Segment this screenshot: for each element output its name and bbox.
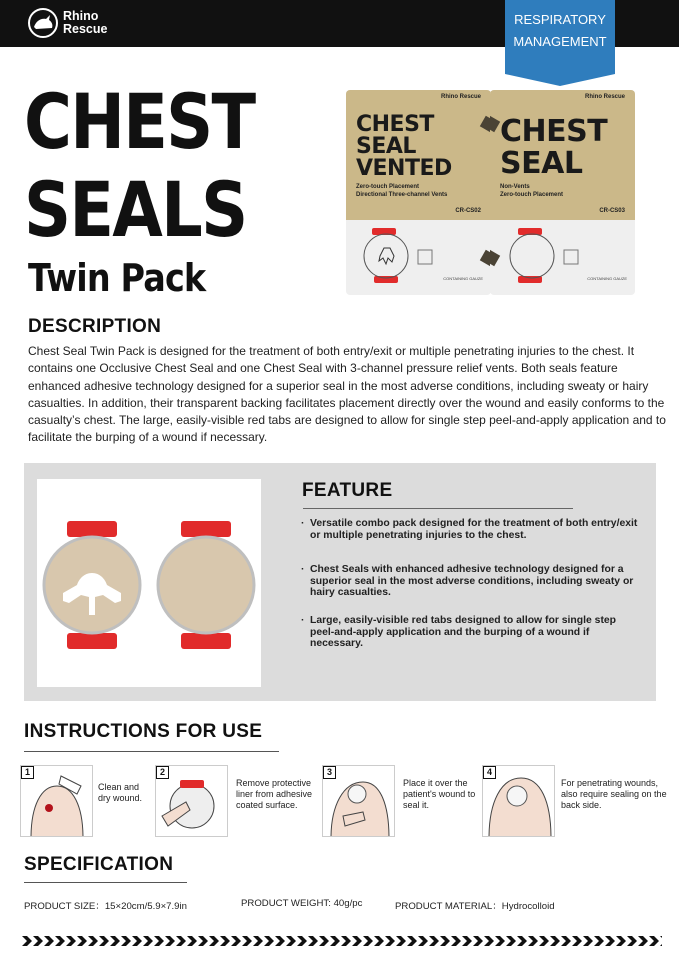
pack-brand: Rhino Rescue [440, 94, 481, 100]
description-text: Chest Seal Twin Pack is designed for the treatment of both entry/exit or multiple penetrating injuries to the chest. It contains one Occlusive Chest Seal and one Chest Seal with 3-channel pressure relief vents. Both seals feature enhanced adhesive technology designed for a superior seal in the most adverse conditions, including sweaty or hairy casualties. In addition, their transparent backing facilitates placement directly over the wound and easily conforms to the casualty’s chest. The large, easily-visible red tabs are designed to allow for single step peel-and-apply application and to facilitate the burping of a wound if necessary. [28, 344, 666, 445]
pack-title [356, 114, 452, 180]
chevron-right-icon [286, 936, 296, 946]
chevron-right-icon [649, 936, 659, 946]
feature-item-text: Versatile combo pack designed for the treatment of both entry/exit or multiple penetrating injuries to the chest. [310, 518, 638, 541]
category-badge-line1: RESPIRATORY [514, 12, 606, 27]
chevron-right-icon [550, 936, 560, 946]
chevron-right-icon [440, 936, 450, 946]
chevron-right-icon [363, 936, 373, 946]
pack-code: CR-CS03 [599, 208, 625, 214]
chevron-right-icon [462, 936, 472, 946]
chevron-divider [22, 934, 662, 948]
chevron-right-icon [451, 936, 461, 946]
chevron-right-icon [484, 936, 494, 946]
step-3-illustration [322, 765, 395, 837]
bullet-icon: · [301, 615, 305, 626]
brand-name [63, 10, 107, 36]
chevron-right-icon [341, 936, 351, 946]
hexagon-icon [490, 250, 500, 266]
chevron-right-icon [121, 936, 131, 946]
chevron-right-icon [627, 936, 637, 946]
pack-title-line: CHEST [356, 112, 434, 137]
chevron-right-icon [418, 936, 428, 946]
chevron-right-icon [473, 936, 483, 946]
chevron-right-icon [407, 936, 417, 946]
chevron-right-icon [154, 936, 164, 946]
chevron-right-icon [506, 936, 516, 946]
chevron-right-icon [330, 936, 340, 946]
chevron-right-icon [253, 936, 263, 946]
instructions-heading: INSTRUCTIONS FOR USE [24, 721, 263, 742]
chevron-right-icon [517, 936, 527, 946]
pack-title [500, 116, 607, 180]
chevron-right-icon [275, 936, 285, 946]
specification-divider [24, 882, 187, 883]
chevron-right-icon [99, 936, 109, 946]
page-subtitle: Twin Pack [28, 256, 206, 300]
step-number: 3 [323, 766, 336, 779]
chevron-right-icon [396, 936, 406, 946]
spec-material: PRODUCT MATERIAL：Hydrocolloid [395, 901, 555, 912]
spec-size: PRODUCT SIZE：15×20cm/5.9×7.9in [24, 901, 187, 912]
chevron-right-icon [297, 936, 307, 946]
chevron-right-icon [33, 936, 43, 946]
bullet-icon: · [301, 564, 305, 575]
chevron-right-icon [638, 936, 648, 946]
step-2-illustration [155, 765, 228, 837]
chevron-right-icon [539, 936, 549, 946]
chevron-right-icon [22, 936, 32, 946]
chevron-right-icon [561, 936, 571, 946]
chevron-right-icon [385, 936, 395, 946]
brand-logo[interactable] [28, 8, 107, 38]
chevron-right-icon [209, 936, 219, 946]
spec-weight: PRODUCT WEIGHT: 40g/pc [241, 898, 363, 909]
step-4-illustration [482, 765, 555, 837]
feature-item [301, 564, 641, 599]
category-badge-line2: MANAGEMENT [513, 34, 607, 49]
vented-seal-illustration [358, 226, 438, 288]
pack-title-line: SEAL [500, 146, 583, 181]
step-3-text: Place it over the patient's wound to seal it. [403, 778, 476, 810]
pack-title-line: VENTED [356, 156, 452, 181]
chevron-right-icon [572, 936, 582, 946]
specification-heading: SPECIFICATION [24, 854, 174, 875]
step-number: 2 [156, 766, 169, 779]
chevron-right-icon [374, 936, 384, 946]
pack-detail: Zero-touch Placement [500, 192, 564, 198]
feature-heading: FEATURE [302, 480, 393, 501]
feature-item [301, 518, 641, 541]
chevron-right-icon [495, 936, 505, 946]
pack-detail: Zero-touch Placement [356, 184, 420, 190]
chevron-right-icon [165, 936, 175, 946]
chevron-right-icon [132, 936, 142, 946]
chevron-right-icon [198, 936, 208, 946]
pack-brand: Rhino Rescue [584, 94, 625, 100]
page-title [24, 78, 254, 254]
rhino-logo-icon [28, 8, 58, 38]
feature-divider [303, 508, 573, 509]
step-1-illustration [20, 765, 93, 837]
pack-gauze-note: CONTAINING GAUZE [587, 276, 627, 281]
chevron-right-icon [77, 936, 87, 946]
step-number: 1 [21, 766, 34, 779]
chevron-right-icon [528, 936, 538, 946]
chevron-right-icon [143, 936, 153, 946]
page-title-line1: CHEST [24, 77, 255, 166]
occlusive-seal-illustration [504, 226, 584, 288]
chevron-right-icon [88, 936, 98, 946]
pack-code: CR-CS02 [455, 208, 481, 214]
pack-detail: Non-Vents [500, 184, 530, 190]
pack-gauze-note: CONTAINING GAUZE [443, 276, 483, 281]
chevron-right-icon [616, 936, 626, 946]
chevron-right-icon [176, 936, 186, 946]
chevron-right-icon [660, 936, 662, 946]
step-1-text: Clean and dry wound. [98, 782, 143, 803]
instructions-divider [24, 751, 279, 752]
brand-name-line1: Rhino [63, 9, 99, 23]
chest-seals-photo [37, 479, 261, 687]
pack-title-line: SEAL [356, 134, 416, 159]
chevron-right-icon [55, 936, 65, 946]
chevron-right-icon [594, 936, 604, 946]
product-pack-vented [346, 90, 491, 295]
description-heading: DESCRIPTION [28, 316, 162, 337]
step-number: 4 [483, 766, 496, 779]
chevron-right-icon [352, 936, 362, 946]
chevron-right-icon [242, 936, 252, 946]
bullet-icon: · [301, 518, 305, 529]
pack-title-line: CHEST [500, 114, 608, 149]
feature-item-text: Large, easily-visible red tabs designed to allow for single step peel-and-apply application and the burping of a wound if necessary. [310, 615, 617, 649]
chevron-right-icon [429, 936, 439, 946]
chevron-right-icon [605, 936, 615, 946]
product-pack-non-vented [490, 90, 635, 295]
chevron-right-icon [187, 936, 197, 946]
chevron-right-icon [44, 936, 54, 946]
brand-name-line2: Rescue [63, 22, 108, 36]
chevron-right-icon [231, 936, 241, 946]
category-badge [505, 0, 615, 74]
chevron-right-icon [264, 936, 274, 946]
page-title-line2: SEALS [24, 165, 247, 254]
feature-item [301, 615, 641, 650]
chevron-right-icon [66, 936, 76, 946]
chevron-right-icon [583, 936, 593, 946]
pack-detail: Directional Three-channel Vents [356, 192, 448, 198]
chevron-right-icon [220, 936, 230, 946]
chevron-right-icon [110, 936, 120, 946]
chevron-right-icon [319, 936, 329, 946]
feature-item-text: Chest Seals with enhanced adhesive technology designed for a superior seal in the most adverse conditions, including sweaty or hairy casualties. [310, 564, 634, 598]
step-4-text: For penetrating wounds, also require sealing on the back side. [561, 778, 667, 810]
step-2-text: Remove protective liner from adhesive coated surface. [236, 778, 313, 810]
chevron-right-icon [308, 936, 318, 946]
